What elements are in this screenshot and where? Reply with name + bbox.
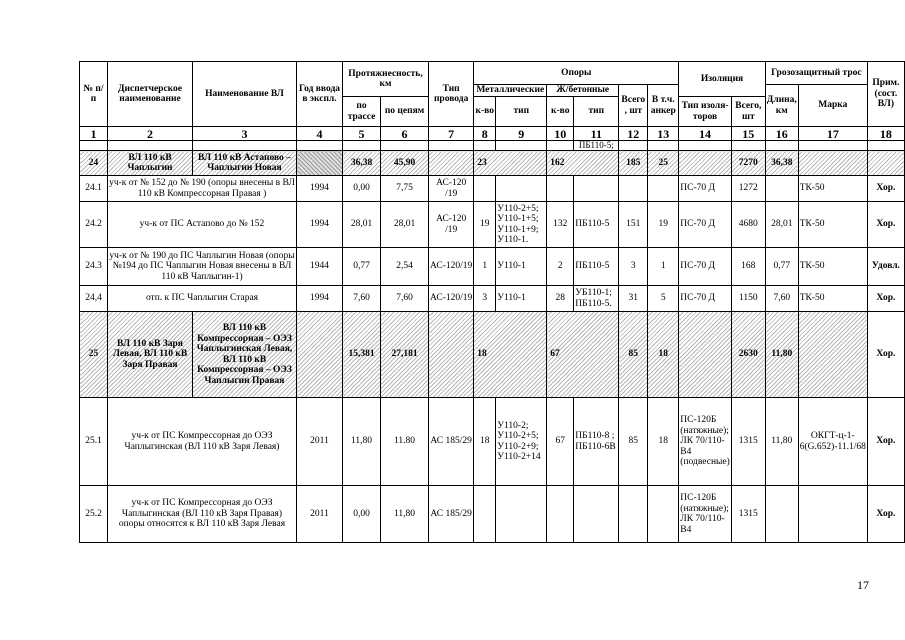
cell-name: отп. к ПС Чаплыгин Старая <box>108 286 297 312</box>
cell-note: Хор. <box>867 486 904 543</box>
table-row <box>80 398 905 486</box>
cell-note: Хор. <box>867 312 904 398</box>
cell-len-route: 7,60 <box>343 286 381 312</box>
cell-name: уч-к от ПС Компрессорная до ОЭЗ Чаплыгинская (ВЛ 110 кВ Заря Правая) опоры относятся к ВЛ 110 кВ Заря Левая <box>108 486 297 543</box>
header-metal: Металлические <box>474 85 547 97</box>
cell-year: 1994 <box>297 286 343 312</box>
cell-wire: АС 185/29 <box>429 398 474 486</box>
cell-concrete-type: УБ110-1; ПБ110-5. <box>574 286 619 312</box>
column-numbers-row <box>80 127 905 141</box>
cell-metal-type: У110-1 <box>496 286 547 312</box>
cell-name: уч-к от № 190 до ПС Чаплыгин Новая (опоры №194 до ПС Чаплыгин Новая внесены в ВЛ 110 кВ Чаплыгин-1) <box>108 248 297 286</box>
cell-year: 1994 <box>297 202 343 248</box>
cell-ins-total: 2630 <box>731 312 765 398</box>
cell-metal-count: 19 <box>474 202 496 248</box>
power-lines-table <box>79 61 905 543</box>
header-metal-type: тип <box>496 97 547 127</box>
cell-gw-len: 7,60 <box>765 286 798 312</box>
header-dispatch: Диспетчерское наименование <box>108 62 193 127</box>
col-number: 17 <box>798 127 867 141</box>
cell-note: Удовл. <box>867 248 904 286</box>
cell-wire: АС 185/29 <box>429 486 474 543</box>
cell-ins-total: 7270 <box>731 151 765 176</box>
cell-concrete-count: 67 <box>547 312 619 398</box>
cell-gw-brand: ОКГТ-ц-1-6(G.652)-11.1/68 <box>798 398 867 486</box>
cell-wire: АС-120 /19 <box>429 176 474 202</box>
header-name: Наименование ВЛ <box>193 62 297 127</box>
header-insulation: Изоляция <box>679 62 766 97</box>
cell-ins-type: ПС-120Б (натяжные); ЛК 70/110-В4 (подвесные) <box>679 398 732 486</box>
cell-metal-type: У110-1 <box>496 248 547 286</box>
cell-total: 185 <box>619 151 648 176</box>
cell-total: 151 <box>619 202 648 248</box>
cell-anchor <box>648 176 679 202</box>
cell-metal-type <box>496 176 547 202</box>
cell-num: 24.3 <box>80 248 108 286</box>
cell-concrete-count <box>547 176 574 202</box>
cell-name: уч-к от ПС Компрессорная до ОЭЗ Чаплыгинская (ВЛ 110 кВ Заря Левая) <box>108 398 297 486</box>
col-number: 16 <box>765 127 798 141</box>
header-note: Прим. (сост. ВЛ) <box>867 62 904 127</box>
header-total-pcs: Всего , шт <box>619 85 648 127</box>
cell-gw-brand: ТК-50 <box>798 286 867 312</box>
cell-len-circ: 2,54 <box>381 248 429 286</box>
col-number: 3 <box>193 127 297 141</box>
cell-len-route: 28,01 <box>343 202 381 248</box>
cell-len-circ: 28,01 <box>381 202 429 248</box>
cell-concrete-type: ПБ110-5 <box>574 202 619 248</box>
cell-metal-type: У110-2+5; У110-1+5; У110-1+9; У110-1. <box>496 202 547 248</box>
col-number: 1 <box>80 127 108 141</box>
cell-len-circ: 7,60 <box>381 286 429 312</box>
cell-metal-type: У110-2; У110-2+5; У110-2+9; У110-2+14 <box>496 398 547 486</box>
cell-gw-brand <box>798 486 867 543</box>
cell-concrete-count <box>547 486 574 543</box>
line-registry-sheet <box>79 61 905 543</box>
header-insulator-type: Тип изоля-торов <box>679 97 732 127</box>
cell-num: 24 <box>80 151 108 176</box>
header-length-route: по трассе <box>343 97 381 127</box>
cell-ins-type: ПС-70 Д <box>679 248 732 286</box>
cell-len-route: 11,80 <box>343 398 381 486</box>
cell-dispatch: ВЛ 110 кВ Чаплыгин <box>108 151 193 176</box>
cell-gw-len: 11,80 <box>765 312 798 398</box>
cell-note: Хор. <box>867 286 904 312</box>
carry-over-type: ПБ110-5; <box>574 141 619 151</box>
cell-gw-len: 0,77 <box>765 248 798 286</box>
cell-gw-len: 28,01 <box>765 202 798 248</box>
cell-total <box>619 176 648 202</box>
cell-num: 25.2 <box>80 486 108 543</box>
table-row <box>80 202 905 248</box>
cell-ins-type <box>679 312 732 398</box>
cell-gw-brand: ТК-50 <box>798 176 867 202</box>
cell-concrete-type: ПБ110-8 ; ПБ110-6В <box>574 398 619 486</box>
cell-len-route: 0,77 <box>343 248 381 286</box>
cell-total <box>619 486 648 543</box>
cell-num: 25 <box>80 312 108 398</box>
col-number: 6 <box>381 127 429 141</box>
cell-gw-len: 36,38 <box>765 151 798 176</box>
cell-len-circ: 11,80 <box>381 486 429 543</box>
header-num: № п/п <box>80 62 108 127</box>
col-number: 4 <box>297 127 343 141</box>
cell-note: Хор. <box>867 398 904 486</box>
header-wire-type: Тип провода <box>429 62 474 127</box>
table-row <box>80 248 905 286</box>
col-number: 8 <box>474 127 496 141</box>
cell-gw-brand <box>798 151 867 176</box>
cell-ins-total: 4680 <box>731 202 765 248</box>
header-length-circuits: по цепям <box>381 97 429 127</box>
cell-metal-count <box>474 176 496 202</box>
cell-anchor: 18 <box>648 312 679 398</box>
cell-gw-brand: ТК-50 <box>798 248 867 286</box>
col-number: 5 <box>343 127 381 141</box>
cell-metal-count: 23 <box>474 151 547 176</box>
cell-concrete-count: 162 <box>547 151 619 176</box>
header-concrete: Ж/бетонные <box>547 85 619 97</box>
cell-concrete-count: 132 <box>547 202 574 248</box>
table-row <box>80 286 905 312</box>
cell-concrete-type <box>574 176 619 202</box>
cell-ins-total: 1315 <box>731 398 765 486</box>
cell-num: 24.2 <box>80 202 108 248</box>
col-number: 10 <box>547 127 574 141</box>
cell-ins-total: 1272 <box>731 176 765 202</box>
cell-year <box>297 151 343 176</box>
cell-ins-type: ПС-70 Д <box>679 286 732 312</box>
cell-dispatch: ВЛ 110 кВ Заря Левая, ВЛ 110 кВ Заря Правая <box>108 312 193 398</box>
table-row <box>80 312 905 398</box>
cell-wire <box>429 312 474 398</box>
cell-metal-count <box>474 486 496 543</box>
cell-year: 2011 <box>297 486 343 543</box>
carry-over-row <box>80 141 905 151</box>
cell-wire: АС-120/19 <box>429 248 474 286</box>
cell-wire <box>429 151 474 176</box>
cell-gw-len <box>765 176 798 202</box>
cell-num: 25.1 <box>80 398 108 486</box>
table-row <box>80 151 905 176</box>
cell-num: 24.1 <box>80 176 108 202</box>
col-number: 7 <box>429 127 474 141</box>
cell-metal-count: 18 <box>474 398 496 486</box>
cell-gw-brand <box>798 312 867 398</box>
cell-total: 31 <box>619 286 648 312</box>
table-row <box>80 176 905 202</box>
cell-len-circ: 27,181 <box>381 312 429 398</box>
cell-ins-total: 1315 <box>731 486 765 543</box>
cell-year <box>297 312 343 398</box>
header-concrete-type: тип <box>574 97 619 127</box>
cell-metal-count: 1 <box>474 248 496 286</box>
cell-anchor <box>648 486 679 543</box>
cell-note: Хор. <box>867 202 904 248</box>
col-number: 15 <box>731 127 765 141</box>
cell-metal-type <box>496 486 547 543</box>
cell-total: 85 <box>619 398 648 486</box>
cell-num: 24,4 <box>80 286 108 312</box>
col-number: 9 <box>496 127 547 141</box>
page-number: 17 <box>857 578 869 592</box>
header-ground-wire: Грозозащитный трос <box>765 62 867 85</box>
cell-concrete-count: 67 <box>547 398 574 486</box>
cell-anchor: 18 <box>648 398 679 486</box>
cell-ins-type: ПС-70 Д <box>679 176 732 202</box>
cell-note: Хор. <box>867 176 904 202</box>
col-number: 2 <box>108 127 193 141</box>
cell-concrete-type: ПБ110-5 <box>574 248 619 286</box>
cell-anchor: 19 <box>648 202 679 248</box>
header-supports: Опоры <box>474 62 679 85</box>
cell-note <box>867 151 904 176</box>
cell-gw-len: 11,80 <box>765 398 798 486</box>
cell-name: ВЛ 110 кВ Астапово – Чаплыгин Новая <box>193 151 297 176</box>
cell-concrete-type <box>574 486 619 543</box>
cell-len-route: 36,38 <box>343 151 381 176</box>
header-incl-anchor: В т.ч. анкер <box>648 85 679 127</box>
cell-gw-len <box>765 486 798 543</box>
cell-ins-type <box>679 151 732 176</box>
cell-year: 1994 <box>297 176 343 202</box>
header-concrete-count: к-во <box>547 97 574 127</box>
cell-len-circ: 45,90 <box>381 151 429 176</box>
col-number: 14 <box>679 127 732 141</box>
cell-wire: АС-120/19 <box>429 286 474 312</box>
cell-metal-count: 3 <box>474 286 496 312</box>
cell-anchor: 25 <box>648 151 679 176</box>
cell-concrete-count: 2 <box>547 248 574 286</box>
cell-year: 2011 <box>297 398 343 486</box>
cell-len-route: 0,00 <box>343 176 381 202</box>
header-year: Год ввода в экспл. <box>297 62 343 127</box>
cell-name: уч-к от № 152 до № 190 (опоры внесены в ВЛ 110 кВ Компрессорная Правая ) <box>108 176 297 202</box>
cell-len-circ: 11.80 <box>381 398 429 486</box>
cell-anchor: 5 <box>648 286 679 312</box>
cell-name: уч-к от ПС Астапово до № 152 <box>108 202 297 248</box>
cell-year: 1944 <box>297 248 343 286</box>
col-number: 18 <box>867 127 904 141</box>
table-row <box>80 486 905 543</box>
cell-metal-count: 18 <box>474 312 547 398</box>
header-gw-length: Длина, км <box>765 85 798 127</box>
col-number: 12 <box>619 127 648 141</box>
cell-total: 3 <box>619 248 648 286</box>
cell-ins-type: ПС-70 Д <box>679 202 732 248</box>
col-number: 11 <box>574 127 619 141</box>
cell-wire: АС-120 /19 <box>429 202 474 248</box>
cell-anchor: 1 <box>648 248 679 286</box>
header-gw-brand: Марка <box>798 85 867 127</box>
col-number: 13 <box>648 127 679 141</box>
cell-gw-brand: ТК-50 <box>798 202 867 248</box>
header-metal-count: к-во <box>474 97 496 127</box>
cell-total: 85 <box>619 312 648 398</box>
cell-len-circ: 7,75 <box>381 176 429 202</box>
header-length: Протяжнесность, км <box>343 62 429 97</box>
cell-ins-total: 1150 <box>731 286 765 312</box>
cell-ins-total: 168 <box>731 248 765 286</box>
cell-concrete-count: 28 <box>547 286 574 312</box>
cell-len-route: 15,381 <box>343 312 381 398</box>
cell-ins-type: ПС-120Б (натяжные); ЛК 70/110-В4 <box>679 486 732 543</box>
cell-name: ВЛ 110 кВ Компрессорная – ОЭЗ Чаплыгинская Левая, ВЛ 110 кВ Компрессорная – ОЭЗ Чаплыгин Правая <box>193 312 297 398</box>
header-insulator-total: Всего, шт <box>731 97 765 127</box>
cell-len-route: 0,00 <box>343 486 381 543</box>
